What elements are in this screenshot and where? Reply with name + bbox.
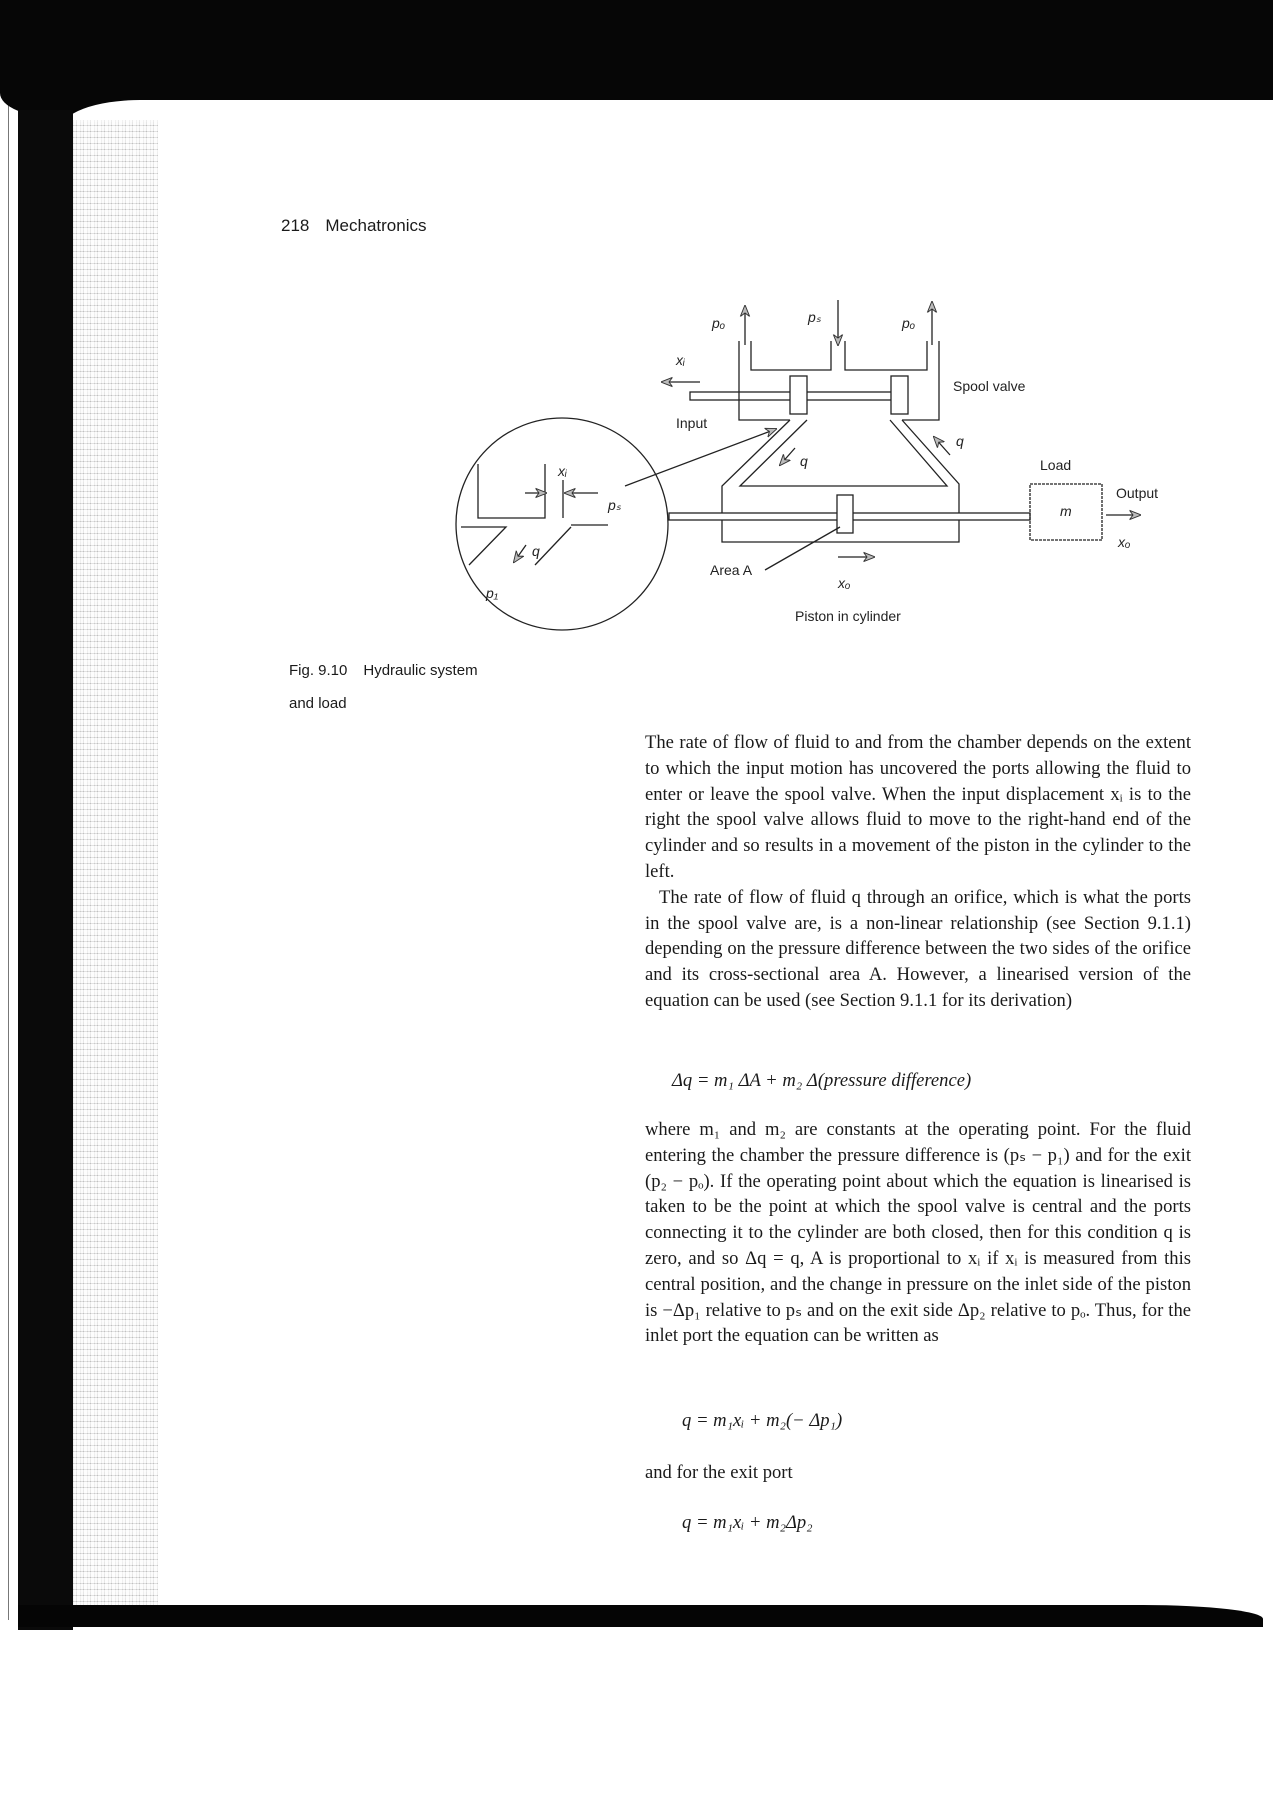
label-x-o-piston: xₒ [838, 575, 851, 591]
detail-label-x-i: xᵢ [558, 463, 567, 479]
hydraulic-system-diagram [0, 0, 1273, 700]
valve-left-port [751, 341, 831, 370]
spool-land-left [790, 376, 807, 414]
detail-label-p1: p₁ [486, 585, 499, 601]
exit-port-text: and for the exit port [645, 1462, 793, 1483]
label-q-right: q [956, 433, 964, 449]
figure-number: Fig. 9.10 [289, 662, 348, 679]
label-x-i: xᵢ [676, 352, 685, 368]
label-x-o-output: xₒ [1118, 534, 1131, 550]
valve-right-port [845, 341, 927, 370]
label-p-o-right: pₒ [902, 315, 916, 331]
label-input: Input [676, 415, 708, 431]
label-area-a: Area A [710, 562, 753, 578]
valve-left-wall [739, 341, 790, 420]
figure-caption-text: Hydraulic system [363, 662, 478, 679]
page-number: 218 [281, 216, 310, 235]
paragraph-orifice: The rate of flow of fluid q through an orifice, which is what the ports in the spool valve are, is a non-linear relationship (see Section 9.1.1) depending on the pressure difference between the two sides of the orifice and its cross-sectional area A. However, a linearised version of the equation can be used (see Section 9.1.1 for its derivation) [645, 886, 1191, 1011]
label-mass: m [1060, 503, 1072, 519]
body-paragraph-2: where m₁ and m₂ are constants at the operating point. For the fluid entering the chamber the pressure difference is (pₛ − p₁) and for the exit (p₂ − pₒ). If the operating point about which the equation is linearised is taken to be the point at which the spool valve is central and the ports connecting it to the cylinder are both closed, then for this condition q is zero, and so Δq = q, A is proportional to xᵢ if xᵢ is measured from this central position, and the change in pressure on the inlet side of the piston is −Δp₁ relative to pₛ and on the exit side Δp₂ relative to pₒ. Thus, for the inlet port the equation can be written as [645, 1119, 1191, 1347]
figure-caption [289, 654, 478, 720]
equation-inlet-port: q = m₁xᵢ + m₂(− Δp₁) [682, 1410, 843, 1431]
label-p-s: pₛ [808, 309, 822, 325]
scan-shadow-bottom [18, 1605, 1263, 1627]
label-piston-in-cylinder: Piston in cylinder [795, 608, 901, 624]
paragraph-flow-rate: The rate of flow of fluid to and from the chamber depends on the extent to which the input motion has uncovered the ports allowing the fluid to enter or leave the spool valve. When the input displacement xᵢ is to the right the spool valve allows fluid to move to the right-hand end of the cylinder and so results in a movement of the piston in the cylinder to the left. [645, 732, 1191, 882]
detail-label-q: q [532, 543, 540, 559]
spool-land-right [891, 376, 908, 414]
channel-inner [740, 420, 947, 486]
label-p-o-left: pₒ [712, 315, 726, 331]
book-title: Mechatronics [325, 216, 427, 235]
label-q-inner: q [800, 453, 808, 469]
equation-linearised: Δq = m₁ ΔA + m₂ Δ(pressure difference) [672, 1070, 972, 1091]
label-spool-valve: Spool valve [953, 378, 1026, 394]
label-load: Load [1040, 457, 1072, 473]
label-output: Output [1116, 485, 1159, 501]
body-paragraph-1 [645, 730, 1191, 1014]
figure-caption-text-2: and load [289, 695, 347, 712]
equation-exit-port: q = m₁xᵢ + m₂Δp₂ [682, 1512, 813, 1533]
detail-label-p-s: pₛ [608, 497, 622, 513]
